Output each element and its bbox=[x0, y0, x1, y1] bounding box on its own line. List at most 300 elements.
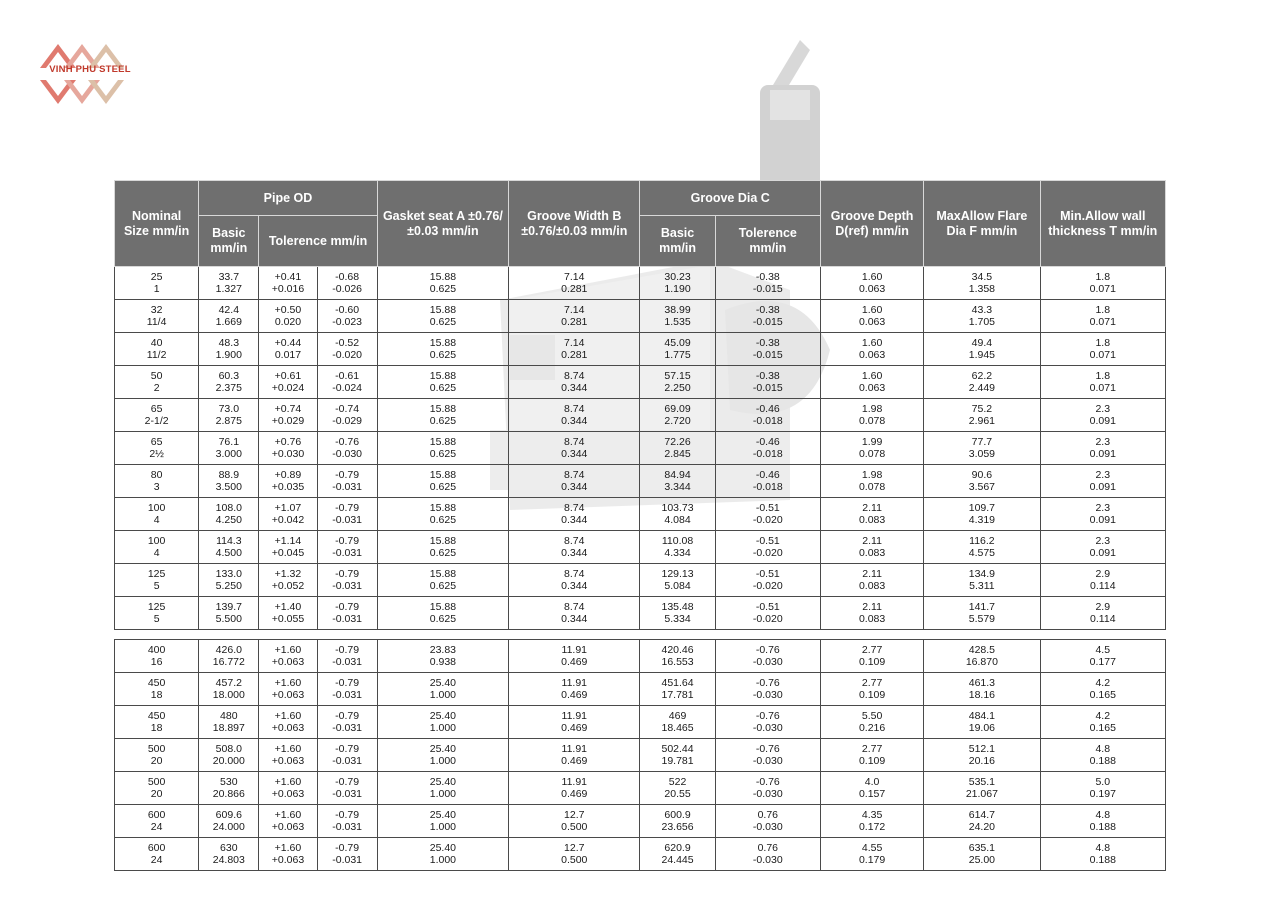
value-mm: 450 bbox=[147, 709, 166, 722]
value-mm: -0.61 bbox=[335, 369, 360, 382]
value-in: 2.845 bbox=[664, 448, 691, 460]
value-in: -0.015 bbox=[752, 316, 783, 328]
value-in: +0.055 bbox=[271, 613, 305, 625]
table-cell bbox=[199, 706, 259, 739]
value-in: +0.052 bbox=[271, 580, 305, 592]
table-cell bbox=[317, 531, 377, 564]
header-nominal-size: Nominal Size mm/in bbox=[115, 181, 199, 267]
table-cell bbox=[509, 739, 640, 772]
table-cell bbox=[377, 640, 508, 673]
value-in: 0.063 bbox=[858, 283, 886, 295]
table-cell bbox=[509, 432, 640, 465]
value-in: 0.469 bbox=[561, 755, 588, 767]
value-in: 5.579 bbox=[968, 613, 996, 625]
value-mm: 40 bbox=[150, 336, 163, 349]
value-in: +0.063 bbox=[271, 656, 305, 668]
value-mm: 4.8 bbox=[1095, 841, 1111, 854]
table-cell bbox=[115, 531, 199, 564]
value-in: 24.000 bbox=[212, 821, 245, 833]
value-mm: 600 bbox=[147, 841, 166, 854]
header-pipe-tolerance: Tolerence mm/in bbox=[259, 216, 377, 267]
table-cell bbox=[199, 838, 259, 871]
value-mm: +1.60 bbox=[274, 676, 302, 689]
value-mm: -0.38 bbox=[755, 270, 780, 283]
table-cell bbox=[377, 366, 508, 399]
value-in: 0.165 bbox=[1089, 722, 1116, 734]
table-cell bbox=[1040, 838, 1165, 871]
value-in: -0.015 bbox=[752, 382, 783, 394]
value-mm: 5.50 bbox=[861, 709, 883, 722]
table-cell bbox=[377, 564, 508, 597]
value-in: 0.063 bbox=[858, 316, 886, 328]
table-row bbox=[115, 366, 1166, 399]
table-cell bbox=[509, 772, 640, 805]
value-mm: 100 bbox=[147, 501, 166, 514]
header-groove-depth: Groove Depth D(ref) mm/in bbox=[820, 181, 923, 267]
value-in: 0.172 bbox=[858, 821, 886, 833]
table-cell bbox=[1040, 706, 1165, 739]
value-mm: 1.8 bbox=[1095, 303, 1111, 316]
value-in: 0.216 bbox=[858, 722, 886, 734]
table-cell bbox=[820, 838, 923, 871]
value-in: -0.030 bbox=[752, 854, 783, 866]
table-cell bbox=[115, 300, 199, 333]
value-in: -0.018 bbox=[752, 481, 783, 493]
value-in: 18 bbox=[150, 689, 163, 701]
value-mm: 7.14 bbox=[564, 270, 585, 283]
value-in: 1.900 bbox=[215, 349, 242, 361]
table-cell bbox=[259, 267, 317, 300]
table-row bbox=[115, 805, 1166, 838]
value-mm: -0.79 bbox=[335, 775, 360, 788]
value-mm: -0.46 bbox=[755, 402, 780, 415]
value-mm: 0.76 bbox=[757, 841, 779, 854]
table-cell bbox=[1040, 805, 1165, 838]
table-cell bbox=[640, 366, 715, 399]
value-mm: 12.7 bbox=[564, 808, 585, 821]
table-cell bbox=[115, 564, 199, 597]
table-cell bbox=[317, 432, 377, 465]
value-mm: -0.76 bbox=[755, 676, 780, 689]
table-row bbox=[115, 333, 1166, 366]
value-mm: 530 bbox=[220, 775, 238, 788]
value-mm: 8.74 bbox=[564, 435, 585, 448]
value-mm: 141.7 bbox=[968, 600, 996, 613]
table-cell bbox=[259, 772, 317, 805]
value-mm: 2.77 bbox=[861, 742, 883, 755]
value-mm: -0.51 bbox=[755, 567, 780, 580]
table-cell bbox=[715, 805, 820, 838]
value-mm: 125 bbox=[147, 567, 166, 580]
value-mm: 8.74 bbox=[564, 501, 585, 514]
value-mm: 500 bbox=[147, 742, 166, 755]
value-in: -0.031 bbox=[332, 854, 363, 866]
table-cell bbox=[317, 805, 377, 838]
table-cell bbox=[640, 300, 715, 333]
value-in: 0.938 bbox=[429, 656, 457, 668]
value-in: -0.031 bbox=[332, 821, 363, 833]
value-in: 3.500 bbox=[215, 481, 242, 493]
table-cell bbox=[1040, 739, 1165, 772]
value-mm: 4.8 bbox=[1095, 808, 1111, 821]
value-in: 24 bbox=[150, 821, 163, 833]
value-in: 3.567 bbox=[968, 481, 996, 493]
value-mm: -0.79 bbox=[335, 534, 360, 547]
value-in: 0.344 bbox=[561, 448, 588, 460]
value-in: 0.469 bbox=[561, 722, 588, 734]
value-mm: 23.83 bbox=[429, 643, 457, 656]
table-cell bbox=[259, 564, 317, 597]
value-in: -0.020 bbox=[752, 547, 783, 559]
value-mm: 2.3 bbox=[1095, 402, 1111, 415]
value-in: 1.190 bbox=[664, 283, 691, 295]
value-mm: 609.6 bbox=[215, 808, 242, 821]
value-mm: +1.60 bbox=[274, 775, 302, 788]
value-in: 19.781 bbox=[661, 755, 694, 767]
table-cell bbox=[509, 805, 640, 838]
table-cell bbox=[509, 300, 640, 333]
value-in: 16.772 bbox=[212, 656, 245, 668]
value-in: -0.018 bbox=[752, 448, 783, 460]
value-mm: 25.40 bbox=[429, 742, 457, 755]
value-mm: 15.88 bbox=[429, 270, 457, 283]
value-in: 0.157 bbox=[858, 788, 886, 800]
value-mm: 4.5 bbox=[1095, 643, 1111, 656]
value-in: 0.071 bbox=[1089, 349, 1116, 361]
value-in: 1.705 bbox=[968, 316, 996, 328]
value-mm: 60.3 bbox=[218, 369, 240, 382]
table-cell bbox=[199, 432, 259, 465]
value-mm: +0.44 bbox=[274, 336, 302, 349]
table-cell bbox=[509, 333, 640, 366]
value-mm: 116.2 bbox=[969, 534, 995, 547]
value-mm: 15.88 bbox=[429, 468, 457, 481]
value-mm: 32 bbox=[150, 303, 163, 316]
value-mm: 2.11 bbox=[862, 567, 882, 580]
table-cell bbox=[924, 564, 1040, 597]
table-row bbox=[115, 739, 1166, 772]
table-row bbox=[115, 399, 1166, 432]
header-min-wall: Min.Allow wall thickness T mm/in bbox=[1040, 181, 1165, 267]
value-mm: 5.0 bbox=[1095, 775, 1111, 788]
value-in: 0.078 bbox=[858, 415, 886, 427]
value-in: -0.031 bbox=[332, 481, 363, 493]
table-cell bbox=[509, 673, 640, 706]
table-row bbox=[115, 772, 1166, 805]
value-in: 0.625 bbox=[429, 415, 457, 427]
table-cell bbox=[820, 498, 923, 531]
value-mm: -0.38 bbox=[755, 303, 780, 316]
table-cell bbox=[259, 333, 317, 366]
value-mm: 1.8 bbox=[1095, 336, 1111, 349]
value-in: 0.625 bbox=[429, 481, 457, 493]
value-in: 20 bbox=[150, 788, 163, 800]
value-mm: 2.3 bbox=[1095, 534, 1111, 547]
table-cell bbox=[199, 739, 259, 772]
table-cell bbox=[317, 300, 377, 333]
table-cell bbox=[820, 673, 923, 706]
table-cell bbox=[317, 597, 377, 630]
table-cell bbox=[640, 564, 715, 597]
table-cell bbox=[820, 465, 923, 498]
value-mm: 69.09 bbox=[664, 402, 691, 415]
value-mm: 4.55 bbox=[861, 841, 883, 854]
value-in: 0.071 bbox=[1089, 283, 1116, 295]
header-groove-basic: Basic mm/in bbox=[640, 216, 715, 267]
value-in: -0.031 bbox=[332, 788, 363, 800]
value-in: 1.000 bbox=[429, 854, 457, 866]
table-cell bbox=[640, 498, 715, 531]
value-in: 4.319 bbox=[968, 514, 996, 526]
table-cell bbox=[317, 498, 377, 531]
value-mm: 4.2 bbox=[1095, 709, 1111, 722]
brand-logo bbox=[36, 40, 144, 106]
value-mm: -0.76 bbox=[755, 709, 780, 722]
value-mm: -0.51 bbox=[755, 600, 780, 613]
table-cell bbox=[199, 366, 259, 399]
table-row bbox=[115, 838, 1166, 871]
table-cell bbox=[199, 640, 259, 673]
table-cell bbox=[115, 366, 199, 399]
value-in: -0.023 bbox=[332, 316, 363, 328]
table-cell bbox=[715, 432, 820, 465]
table-cell bbox=[509, 531, 640, 564]
table-cell bbox=[259, 706, 317, 739]
value-in: -0.020 bbox=[332, 349, 363, 361]
value-in: 0.500 bbox=[561, 854, 588, 866]
table-cell bbox=[924, 498, 1040, 531]
value-mm: 15.88 bbox=[429, 336, 457, 349]
value-in: 5.084 bbox=[664, 580, 691, 592]
value-mm: -0.76 bbox=[755, 775, 780, 788]
value-in: -0.031 bbox=[332, 613, 363, 625]
table-cell bbox=[115, 739, 199, 772]
value-mm: 135.48 bbox=[661, 600, 694, 613]
table-cell bbox=[317, 772, 377, 805]
table-cell bbox=[377, 739, 508, 772]
value-mm: 428.5 bbox=[968, 643, 996, 656]
table-cell bbox=[640, 333, 715, 366]
table-row bbox=[115, 640, 1166, 673]
table-cell bbox=[820, 366, 923, 399]
table-cell bbox=[1040, 673, 1165, 706]
value-in: 0.625 bbox=[429, 514, 457, 526]
value-in: 18 bbox=[150, 722, 163, 734]
value-mm: +0.41 bbox=[274, 270, 302, 283]
value-in: 16.553 bbox=[661, 656, 694, 668]
value-in: 24.445 bbox=[661, 854, 694, 866]
value-in: 20.16 bbox=[968, 755, 996, 767]
value-in: +0.063 bbox=[271, 821, 305, 833]
table-cell bbox=[377, 465, 508, 498]
value-in: 0.078 bbox=[858, 481, 886, 493]
table-cell bbox=[715, 300, 820, 333]
groove-spec-table-container bbox=[114, 180, 1166, 871]
value-in: -0.030 bbox=[752, 755, 783, 767]
value-mm: 512.1 bbox=[968, 742, 996, 755]
value-in: 1.535 bbox=[664, 316, 691, 328]
table-cell bbox=[715, 739, 820, 772]
table-cell bbox=[509, 706, 640, 739]
value-mm: +0.76 bbox=[274, 435, 302, 448]
value-in: 0.469 bbox=[561, 788, 588, 800]
value-mm: 108.0 bbox=[215, 501, 242, 514]
value-in: 4.250 bbox=[215, 514, 242, 526]
table-cell bbox=[715, 564, 820, 597]
value-in: +0.035 bbox=[271, 481, 305, 493]
value-in: 1.000 bbox=[429, 821, 457, 833]
value-in: 0.344 bbox=[561, 547, 588, 559]
table-cell bbox=[115, 498, 199, 531]
value-in: 0.071 bbox=[1089, 382, 1116, 394]
value-in: 1.000 bbox=[429, 788, 457, 800]
value-in: 17.781 bbox=[661, 689, 694, 701]
value-mm: 110.08 bbox=[661, 534, 694, 547]
value-in: 18.000 bbox=[212, 689, 245, 701]
table-cell bbox=[820, 300, 923, 333]
value-mm: +1.60 bbox=[274, 643, 302, 656]
table-cell bbox=[259, 838, 317, 871]
value-mm: -0.79 bbox=[335, 468, 360, 481]
value-in: 0.179 bbox=[858, 854, 886, 866]
value-in: 0.469 bbox=[561, 656, 588, 668]
header-max-flare: MaxAllow Flare Dia F mm/in bbox=[924, 181, 1040, 267]
table-row bbox=[115, 564, 1166, 597]
value-mm: 12.7 bbox=[564, 841, 585, 854]
table-cell bbox=[115, 640, 199, 673]
value-in: -0.026 bbox=[332, 283, 363, 295]
value-in: 1.669 bbox=[215, 316, 242, 328]
table-cell bbox=[715, 333, 820, 366]
value-in: -0.031 bbox=[332, 514, 363, 526]
table-cell bbox=[820, 432, 923, 465]
value-in: +0.045 bbox=[271, 547, 305, 559]
value-mm: 15.88 bbox=[429, 567, 457, 580]
value-in: -0.029 bbox=[332, 415, 363, 427]
table-cell bbox=[259, 432, 317, 465]
value-mm: -0.68 bbox=[335, 270, 360, 283]
table-cell bbox=[715, 640, 820, 673]
table-cell bbox=[199, 805, 259, 838]
table-cell bbox=[924, 739, 1040, 772]
table-cell bbox=[820, 640, 923, 673]
value-mm: 90.6 bbox=[971, 468, 993, 481]
table-cell bbox=[924, 772, 1040, 805]
table-row bbox=[115, 673, 1166, 706]
value-mm: 42.4 bbox=[218, 303, 240, 316]
value-in: 0.071 bbox=[1089, 316, 1116, 328]
value-mm: -0.79 bbox=[335, 742, 360, 755]
value-mm: 457.2 bbox=[215, 676, 242, 689]
table-row bbox=[115, 267, 1166, 300]
value-mm: -0.38 bbox=[755, 369, 780, 382]
header-groove-tolerance: Tolerence mm/in bbox=[715, 216, 820, 267]
value-mm: 100 bbox=[147, 534, 166, 547]
value-mm: 7.14 bbox=[564, 336, 585, 349]
value-in: +0.063 bbox=[271, 854, 305, 866]
table-cell bbox=[1040, 531, 1165, 564]
value-in: -0.031 bbox=[332, 755, 363, 767]
table-cell bbox=[259, 465, 317, 498]
value-mm: 34.5 bbox=[971, 270, 993, 283]
table-cell bbox=[715, 772, 820, 805]
value-in: 2.375 bbox=[215, 382, 242, 394]
table-cell bbox=[199, 399, 259, 432]
value-in: -0.015 bbox=[752, 349, 783, 361]
table-cell bbox=[820, 772, 923, 805]
value-in: 20.866 bbox=[212, 788, 245, 800]
header-gasket-seat: Gasket seat A ±0.76/±0.03 mm/in bbox=[377, 181, 508, 267]
value-mm: 134.9 bbox=[968, 567, 996, 580]
table-cell bbox=[377, 300, 508, 333]
value-in: 21.067 bbox=[965, 788, 998, 800]
table-cell bbox=[715, 706, 820, 739]
header-groove-dia: Groove Dia C bbox=[640, 181, 821, 216]
value-in: -0.031 bbox=[332, 689, 363, 701]
table-cell bbox=[715, 597, 820, 630]
value-mm: 38.99 bbox=[664, 303, 691, 316]
value-mm: +1.60 bbox=[274, 709, 302, 722]
value-mm: 2.77 bbox=[861, 643, 883, 656]
value-in: 0.500 bbox=[561, 821, 588, 833]
value-in: -0.020 bbox=[752, 514, 783, 526]
value-mm: 25 bbox=[150, 270, 163, 283]
table-row bbox=[115, 597, 1166, 630]
table-cell bbox=[924, 333, 1040, 366]
value-mm: 15.88 bbox=[429, 369, 457, 382]
value-in: 1.000 bbox=[429, 722, 457, 734]
value-in: 5 bbox=[153, 580, 160, 592]
value-in: 0.109 bbox=[858, 755, 886, 767]
table-cell bbox=[924, 640, 1040, 673]
value-mm: 8.74 bbox=[564, 600, 585, 613]
value-mm: 1.60 bbox=[861, 303, 883, 316]
value-mm: 2.3 bbox=[1095, 501, 1111, 514]
value-mm: -0.79 bbox=[335, 841, 360, 854]
value-in: 20 bbox=[150, 755, 163, 767]
value-in: 0.109 bbox=[858, 656, 886, 668]
value-in: 1 bbox=[153, 283, 160, 295]
value-in: 2.250 bbox=[664, 382, 691, 394]
value-mm: 103.73 bbox=[661, 501, 694, 514]
table-cell bbox=[924, 267, 1040, 300]
value-in: -0.030 bbox=[752, 722, 783, 734]
value-in: 0.114 bbox=[1090, 613, 1116, 625]
value-mm: 15.88 bbox=[429, 600, 457, 613]
value-mm: 620.9 bbox=[664, 841, 691, 854]
table-cell bbox=[259, 531, 317, 564]
table-row bbox=[115, 300, 1166, 333]
value-in: 0.344 bbox=[561, 514, 588, 526]
value-mm: -0.52 bbox=[335, 336, 360, 349]
value-mm: 15.88 bbox=[429, 501, 457, 514]
value-mm: 125 bbox=[147, 600, 166, 613]
value-mm: 500 bbox=[147, 775, 166, 788]
value-in: +0.024 bbox=[271, 382, 305, 394]
value-mm: 11.91 bbox=[561, 742, 588, 755]
groove-spec-table-lower bbox=[114, 639, 1166, 871]
value-in: 5.250 bbox=[215, 580, 242, 592]
table-cell bbox=[715, 366, 820, 399]
table-cell bbox=[115, 673, 199, 706]
value-mm: 57.15 bbox=[664, 369, 691, 382]
table-cell bbox=[924, 706, 1040, 739]
value-mm: +0.50 bbox=[274, 303, 302, 316]
table-cell bbox=[509, 640, 640, 673]
value-mm: 25.40 bbox=[429, 775, 457, 788]
table-cell bbox=[259, 399, 317, 432]
value-in: 24 bbox=[150, 854, 163, 866]
